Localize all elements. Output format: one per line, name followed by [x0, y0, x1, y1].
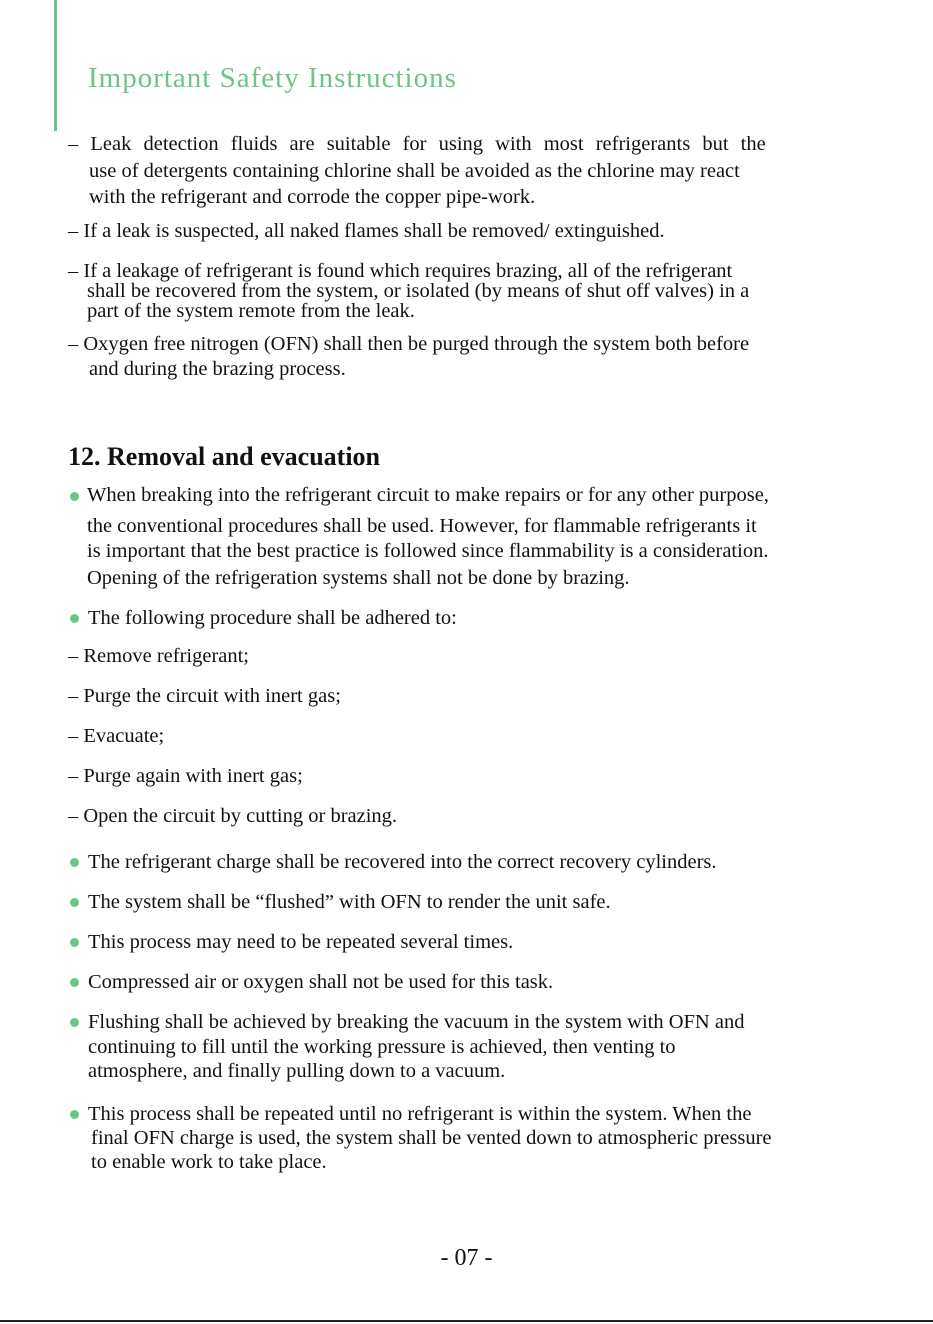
body-line: – Evacuate; [68, 725, 165, 747]
intro-line: – Leak detection fluids are suitable for using with most refrigerants but the [68, 133, 766, 155]
page-number: - 07 - [440, 1245, 493, 1271]
body-line: Compressed air or oxygen shall not be used for this task. [88, 971, 554, 993]
page-header-title: Important Safety Instructions [88, 62, 457, 94]
body-line: Opening of the refrigeration systems shall not be done by brazing. [87, 567, 630, 589]
bullet-dot-icon [70, 1110, 79, 1119]
bullet-dot-icon [70, 1018, 79, 1027]
section-heading: 12. Removal and evacuation [68, 442, 380, 471]
body-line: – Purge the circuit with inert gas; [68, 685, 341, 707]
body-line: This process may need to be repeated several times. [88, 931, 514, 953]
body-line: – Remove refrigerant; [68, 645, 250, 667]
body-line: The system shall be “flushed” with OFN to render the unit safe. [88, 891, 611, 913]
intro-line: and during the brazing process. [89, 358, 346, 380]
bottom-rule [0, 1320, 933, 1322]
body-line: Flushing shall be achieved by breaking the vacuum in the system with OFN and [88, 1011, 745, 1033]
body-line: – Open the circuit by cutting or brazing. [68, 805, 398, 827]
body-line: The following procedure shall be adhered to: [88, 607, 457, 629]
intro-line: – Oxygen free nitrogen (OFN) shall then be purged through the system both before [68, 333, 750, 355]
bullet-dot-icon [70, 858, 79, 867]
intro-line: with the refrigerant and corrode the copper pipe-work. [89, 186, 536, 208]
intro-line: – If a leak is suspected, all naked flames shall be removed/ extinguished. [68, 220, 665, 242]
body-line: to enable work to take place. [91, 1151, 327, 1173]
intro-line: – If a leakage of refrigerant is found which requires brazing, all of the refrigerant [68, 260, 733, 282]
body-line: – Purge again with inert gas; [68, 765, 303, 787]
body-line: atmosphere, and finally pulling down to a vacuum. [88, 1060, 506, 1082]
bullet-dot-icon [70, 898, 79, 907]
body-line: The refrigerant charge shall be recovered into the correct recovery cylinders. [88, 851, 717, 873]
header-accent-bar [54, 0, 57, 131]
body-line: This process shall be repeated until no refrigerant is within the system. When the [88, 1103, 752, 1125]
body-line: When breaking into the refrigerant circuit to make repairs or for any other purpose, [87, 484, 769, 506]
bullet-dot-icon [70, 614, 79, 623]
intro-line: use of detergents containing chlorine shall be avoided as the chlorine may react [89, 160, 740, 182]
bullet-dot-icon [70, 978, 79, 987]
body-line: is important that the best practice is followed since flammability is a consideration. [87, 540, 769, 562]
intro-line: part of the system remote from the leak. [87, 300, 415, 322]
bullet-dot-icon [70, 938, 79, 947]
body-line: the conventional procedures shall be used. However, for flammable refrigerants it [87, 515, 757, 537]
bullet-dot-icon [70, 492, 79, 501]
intro-line: shall be recovered from the system, or isolated (by means of shut off valves) in a [87, 280, 750, 302]
body-line: continuing to fill until the working pressure is achieved, then venting to [88, 1036, 676, 1058]
body-line: final OFN charge is used, the system shall be vented down to atmospheric pressure [91, 1127, 772, 1149]
